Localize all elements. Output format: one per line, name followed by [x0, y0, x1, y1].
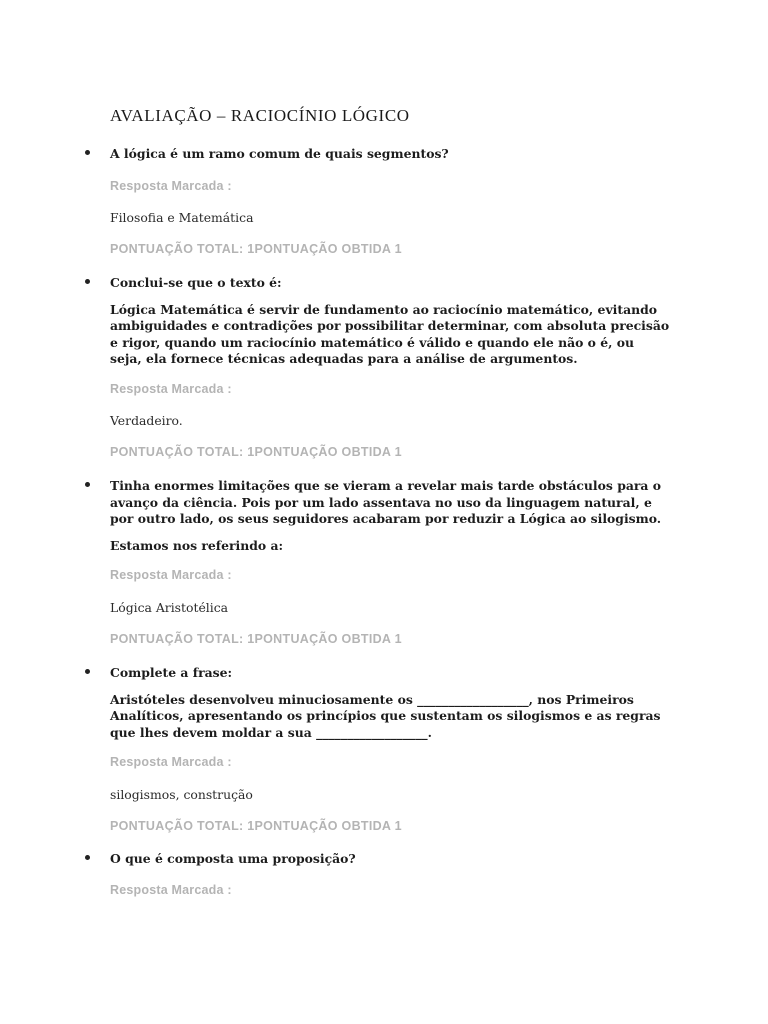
score-line: PONTUAÇÃO TOTAL: 1PONTUAÇÃO OBTIDA 1 — [110, 632, 402, 646]
question-4 — [110, 665, 670, 741]
question-3 — [110, 478, 670, 554]
question-prompt: Estamos nos referindo a: — [110, 537, 284, 553]
bullet-icon — [85, 482, 90, 487]
bullet-icon — [85, 279, 90, 284]
marked-answer-label: Resposta Marcada : — [110, 568, 232, 582]
question-5 — [110, 851, 670, 868]
marked-answer-label: Resposta Marcada : — [110, 179, 232, 193]
bullet-icon — [85, 669, 90, 674]
question-statement: Lógica Matemática é servir de fundamento ao raciocínio matemático, evitando ambiguidades e contradições por possibilitar determinar, com absoluta precisão e rigor, quando um raciocínio matemático é válido e quando ele não o é, ou seja, ela fornece técnicas adequadas para a análise de argumentos. — [110, 301, 670, 366]
marked-answer-label: Resposta Marcada : — [110, 382, 232, 396]
bullet-icon — [85, 855, 90, 860]
score-line: PONTUAÇÃO TOTAL: 1PONTUAÇÃO OBTIDA 1 — [110, 819, 402, 833]
question-text: Tinha enormes limitações que se vieram a revelar mais tarde obstáculos para o avanço da ciência. Pois por um lado assentava no uso da linguagem natural, e por outro lado, os seus seguidores acabaram por reduzir a Lógica ao silogismo. — [110, 478, 662, 526]
bullet-icon — [85, 150, 90, 155]
question-text: Conclui-se que o texto é: — [110, 275, 282, 290]
answer-text: Verdadeiro. — [110, 413, 183, 428]
marked-answer-label: Resposta Marcada : — [110, 755, 232, 769]
page-title: AVALIAÇÃO – RACIOCÍNIO LÓGICO — [110, 106, 410, 125]
question-text: O que é composta uma proposição? — [110, 851, 356, 866]
question-text: Complete a frase: — [110, 665, 233, 680]
question-2 — [110, 275, 670, 368]
score-line: PONTUAÇÃO TOTAL: 1PONTUAÇÃO OBTIDA 1 — [110, 445, 402, 459]
answer-text: Lógica Aristotélica — [110, 600, 229, 615]
score-line: PONTUAÇÃO TOTAL: 1PONTUAÇÃO OBTIDA 1 — [110, 242, 402, 256]
answer-text: Filosofia e Matemática — [110, 210, 254, 225]
answer-text: silogismos, construção — [110, 787, 253, 802]
marked-answer-label: Resposta Marcada : — [110, 883, 232, 897]
question-1 — [110, 146, 670, 163]
question-statement: Aristóteles desenvolveu minuciosamente os __________________, nos Primeiros Analíticos, apresentando os princípios que sustentam os silogismos e as regras que lhes devem moldar a sua __________________. — [110, 691, 661, 740]
question-text: A lógica é um ramo comum de quais segmentos? — [110, 146, 449, 161]
